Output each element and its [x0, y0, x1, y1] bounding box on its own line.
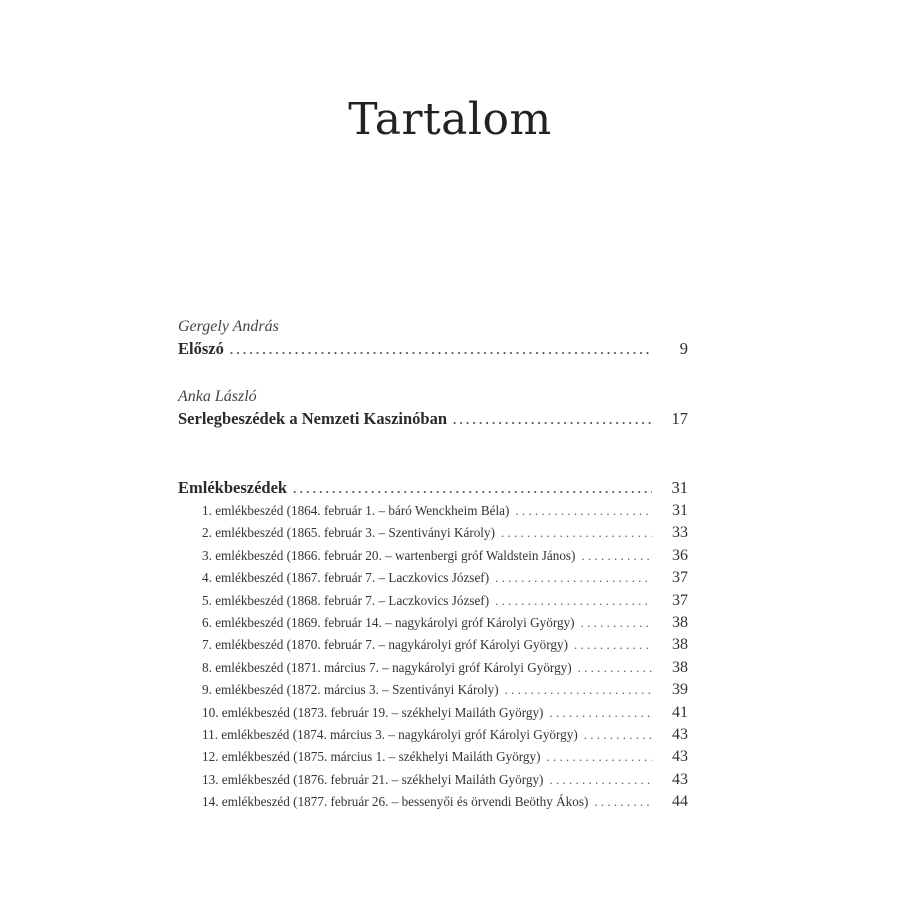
toc-sub-entry-title: 11. emlékbeszéd (1874. március 3. – nagykárolyi gróf Károlyi György): [202, 727, 578, 743]
dot-leader: [574, 634, 652, 656]
page-number: 17: [671, 409, 688, 428]
dot-leader: [581, 612, 652, 634]
page-number: 31: [671, 478, 688, 497]
toc-row: [178, 338, 688, 361]
dot-leader: [549, 769, 652, 791]
toc-sub-entry-title: 8. emlékbeszéd (1871. március 7. – nagykárolyi gróf Károlyi György): [202, 659, 572, 675]
toc-entry-title: Előszó: [178, 339, 224, 358]
toc-entry-memorial-speeches: [178, 477, 688, 814]
toc-entry-title: Serlegbeszédek a Nemzeti Kaszinóban: [178, 409, 448, 428]
toc-sub-row: [202, 769, 688, 791]
toc-sub-row: [202, 590, 688, 612]
toc-sub-row: [202, 545, 688, 567]
dot-leader: [549, 702, 652, 724]
dot-leader: [495, 567, 652, 589]
dot-leader: [453, 409, 652, 431]
dot-leader: [495, 590, 652, 612]
page-number: 31: [672, 502, 688, 519]
toc-sub-row: [202, 500, 688, 522]
toc-sub-entry-title: 4. emlékbeszéd (1867. február 7. – Laczkovics József): [202, 570, 490, 586]
toc-row: [178, 408, 688, 431]
toc-sub-row: [202, 612, 688, 634]
toc-sub-row: [202, 746, 688, 768]
page-number: 38: [672, 614, 688, 632]
toc-sub-entry-title: 9. emlékbeszéd (1872. március 3. – Szentiványi Károly): [202, 682, 499, 698]
toc-sub-entry-title: 7. emlékbeszéd (1870. február 7. – nagykárolyi gróf Károlyi György): [202, 637, 568, 653]
toc-sub-row: [202, 724, 688, 746]
toc-sub-entry-title: 10. emlékbeszéd (1873. február 19. – székhelyi Mailáth György): [202, 704, 544, 720]
toc-sub-entry-title: 14. emlékbeszéd (1877. február 26. – bessenyői és örvendi Beöthy Ákos): [202, 794, 589, 810]
toc-sub-row: [202, 702, 688, 724]
page-number: 43: [672, 770, 688, 788]
toc-entry-title: Emlékbeszédek: [178, 478, 288, 497]
toc-sub-entry-title: 12. emlékbeszéd (1875. március 1. – székhelyi Mailáth György): [202, 749, 541, 765]
toc-sub-row: [202, 791, 688, 813]
toc-sub-entry-title: 3. emlékbeszéd (1866. február 20. – wartenbergi gróf Waldstein János): [202, 547, 576, 563]
dot-leader: [594, 791, 652, 813]
toc-entry-foreword: [178, 316, 688, 361]
toc-entry-toasts: [178, 386, 688, 431]
page-number: 37: [672, 569, 688, 587]
dot-leader: [584, 724, 652, 746]
toc-sub-entry-title: 5. emlékbeszéd (1868. február 7. – Laczkovics József): [202, 592, 490, 608]
toc-sub-row: [202, 657, 688, 679]
page-number: 43: [672, 726, 688, 744]
toc-sub-list: [202, 500, 688, 814]
page-number: 37: [672, 591, 688, 609]
dot-leader: [515, 500, 652, 522]
page-number: 41: [672, 703, 688, 721]
page-number: 39: [672, 681, 688, 699]
toc-sub-row: [202, 679, 688, 701]
dot-leader: [505, 679, 652, 701]
toc-sub-row: [202, 634, 688, 656]
dot-leader: [547, 746, 652, 768]
page-number: 38: [672, 636, 688, 654]
dot-leader: [578, 657, 652, 679]
page-number: 36: [672, 546, 688, 564]
page-number: 43: [672, 748, 688, 766]
page-number: 33: [672, 524, 688, 542]
dot-leader: [293, 478, 652, 500]
toc-sub-entry-title: 2. emlékbeszéd (1865. február 3. – Szentiványi Károly): [202, 525, 495, 541]
dot-leader: [230, 339, 652, 361]
dot-leader: [581, 545, 652, 567]
toc-sub-entry-title: 13. emlékbeszéd (1876. február 21. – székhelyi Mailáth György): [202, 771, 544, 787]
author-name: Gergely András: [178, 318, 279, 335]
toc-sub-entry-title: 1. emlékbeszéd (1864. február 1. – báró Wenckheim Béla): [202, 503, 510, 518]
toc-sub-row: [202, 522, 688, 544]
table-of-contents: [178, 316, 688, 814]
page-title: Tartalom: [348, 94, 552, 145]
dot-leader: [501, 522, 652, 544]
author-name: Anka László: [178, 388, 257, 405]
toc-sub-entry-title: 6. emlékbeszéd (1869. február 14. – nagykárolyi gróf Károlyi György): [202, 615, 575, 631]
toc-sub-row: [202, 567, 688, 589]
page-number: 9: [679, 339, 688, 358]
page-number: 38: [672, 658, 688, 676]
page-number: 44: [672, 793, 688, 811]
toc-row: [178, 477, 688, 500]
